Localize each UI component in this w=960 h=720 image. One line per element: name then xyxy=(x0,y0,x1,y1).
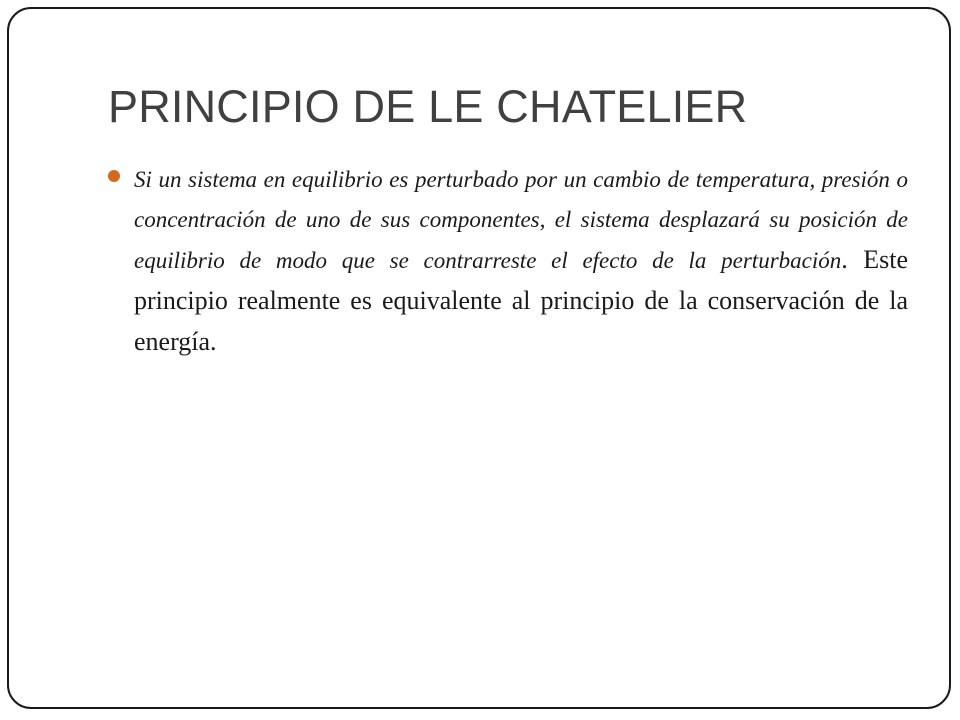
bullet-dot-icon xyxy=(108,170,120,182)
bullet-italic-text: Si un sistema en equilibrio es perturbado por un cambio de temperatura, presión o concentración de uno de sus componentes, el sistema desplazará su posición de equilibrio de modo que se contrarreste el efecto de la perturbación xyxy=(134,167,908,273)
bullet-item xyxy=(108,160,908,363)
slide-content xyxy=(108,160,908,363)
slide-title: PRINCIPIO DE LE CHATELIER xyxy=(108,81,748,132)
bullet-text xyxy=(134,160,908,363)
bullet-normal-text: . Este principio realmente es equivalente al principio de la conservación de la energía. xyxy=(134,245,908,356)
